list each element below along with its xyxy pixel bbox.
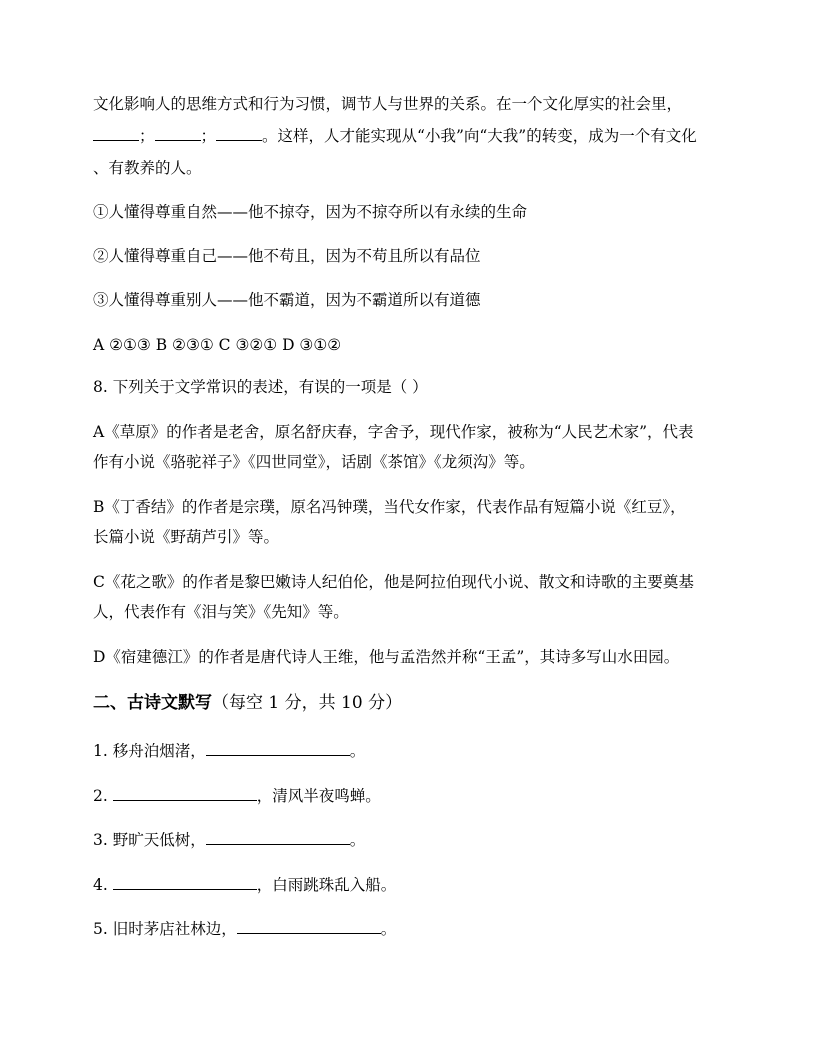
- fill-blank[interactable]: [206, 741, 350, 756]
- fill-item-1: [93, 741, 365, 761]
- answer-blank-1[interactable]: [93, 126, 139, 141]
- statement-2: ②人懂得尊重自己——他不苟且，因为不苟且所以有品位: [93, 247, 481, 265]
- fill-item-3: [93, 830, 365, 850]
- section-2-note: （每空 1 分，共 10 分）: [212, 693, 403, 713]
- intro-line-2: [93, 126, 697, 146]
- fill-item-after: 。: [349, 742, 366, 760]
- separator-1: ；: [139, 127, 155, 145]
- section-2-heading: [93, 693, 402, 713]
- answer-blank-2[interactable]: [155, 126, 201, 141]
- fill-item-before: 移舟泊烟渚，: [112, 742, 206, 760]
- fill-item-number: 5.: [93, 920, 108, 938]
- intro-line-2-tail: 。这样，人才能实现从“小我”向“大我”的转变，成为一个有文化: [262, 127, 697, 145]
- fill-item-2: [93, 786, 381, 806]
- fill-blank[interactable]: [237, 919, 381, 934]
- fill-item-after: ，清风半夜鸣蝉。: [256, 787, 381, 805]
- fill-item-number: 3.: [93, 831, 108, 849]
- statement-3: ③人懂得尊重别人——他不霸道，因为不霸道所以有道德: [93, 291, 481, 309]
- intro-line-3: 、有教养的人。: [93, 159, 202, 177]
- fill-blank[interactable]: [113, 786, 257, 801]
- fill-item-number: 2.: [93, 787, 108, 805]
- fill-blank[interactable]: [206, 830, 350, 845]
- section-2-title: 二、古诗文默写: [93, 693, 212, 713]
- option-b-line-2: 长篇小说《野葫芦引》等。: [93, 528, 280, 546]
- fill-item-number: 1.: [93, 742, 108, 760]
- fill-item-4: [93, 875, 396, 895]
- intro-line-1: 文化影响人的思维方式和行为习惯，调节人与世界的关系。在一个文化厚实的社会里，: [93, 95, 683, 113]
- option-c-line-1: C《花之歌》的作者是黎巴嫩诗人纪伯伦，他是阿拉伯现代小说、散文和诗歌的主要奠基: [93, 573, 694, 591]
- fill-item-after: 。: [380, 920, 397, 938]
- separator-2: ；: [200, 127, 217, 145]
- option-b-line-1: B《丁香结》的作者是宗璞，原名冯钟璞，当代女作家，代表作品有短篇小说《红豆》，: [93, 498, 686, 516]
- option-a-line-2: 作有小说《骆驼祥子》《四世同堂》，话剧《茶馆》《龙须沟》等。: [93, 453, 535, 471]
- fill-item-before: 野旷天低树，: [112, 831, 206, 849]
- fill-item-after: 。: [349, 831, 366, 849]
- option-a-line-1: A《草原》的作者是老舍，原名舒庆春，字舍予，现代作家，被称为“人民艺术家”，代表: [93, 423, 694, 441]
- option-d: D《宿建德江》的作者是唐代诗人王维，他与孟浩然并称“王孟”，其诗多写山水田园。: [93, 648, 680, 666]
- fill-item-after: ，白雨跳珠乱入船。: [256, 876, 397, 894]
- fill-item-number: 4.: [93, 876, 108, 894]
- fill-item-before: 旧时茅店社林边，: [112, 920, 237, 938]
- answer-blank-3[interactable]: [216, 126, 262, 141]
- fill-item-5: [93, 919, 396, 939]
- answer-options: A ②①③ B ②③① C ③②① D ③①②: [93, 336, 342, 354]
- statement-1: ①人懂得尊重自然——他不掠夺，因为不掠夺所以有永续的生命: [93, 203, 528, 221]
- question-8: 8. 下列关于文学常识的表述，有误的一项是（ ）: [93, 378, 428, 396]
- fill-blank[interactable]: [113, 875, 257, 890]
- option-c-line-2: 人，代表作有《泪与笑》《先知》等。: [93, 603, 349, 621]
